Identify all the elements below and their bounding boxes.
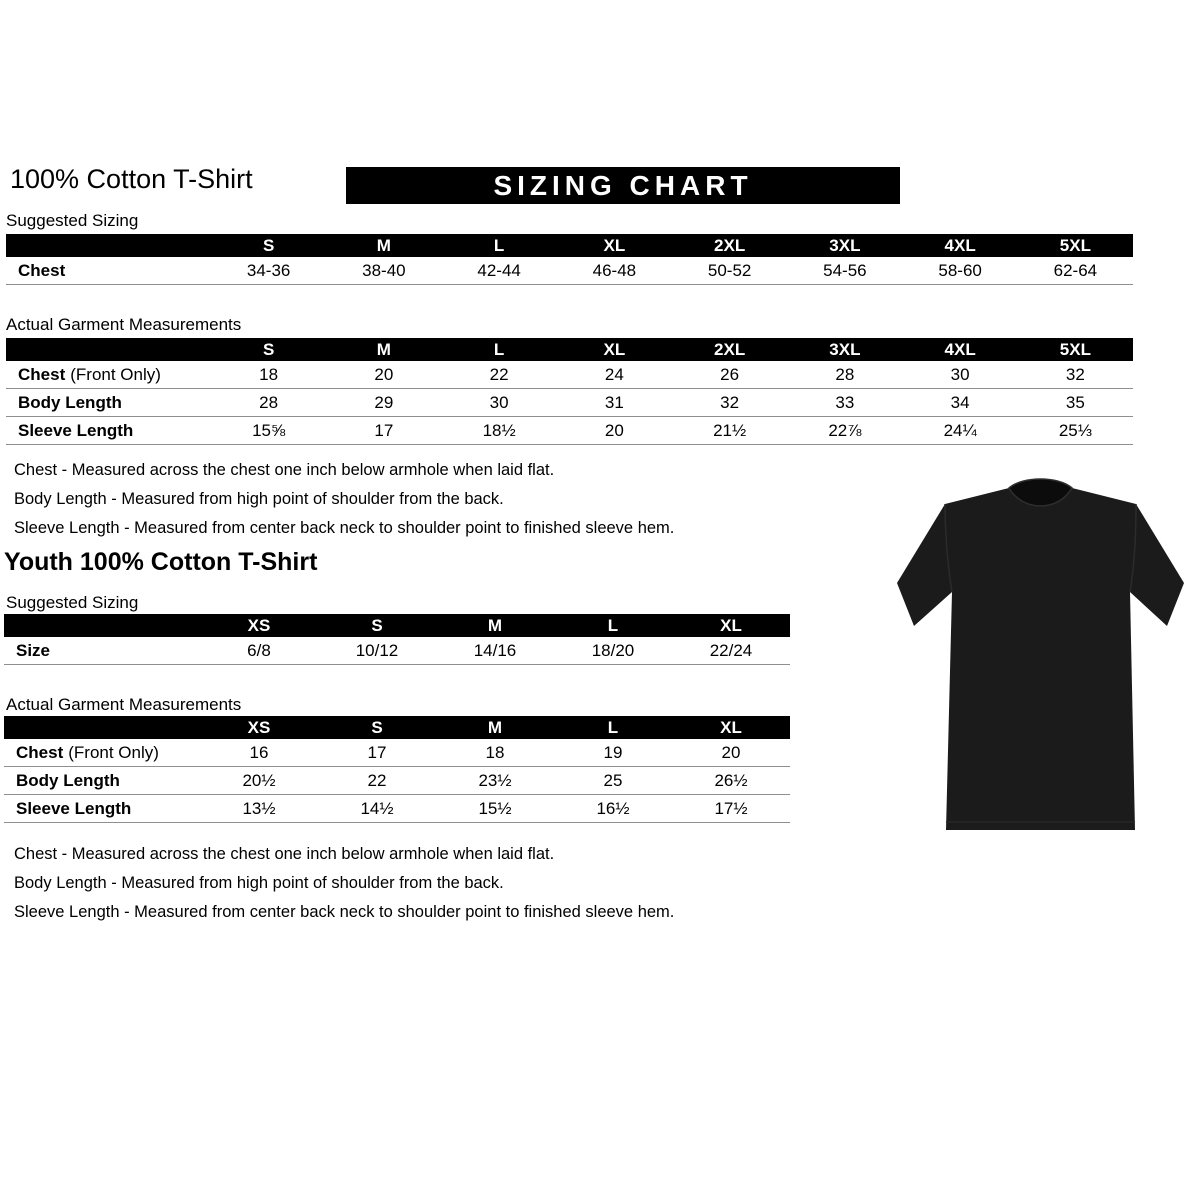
cell: 22 — [442, 361, 557, 389]
column-header: L — [442, 338, 557, 361]
column-header: XS — [200, 716, 318, 739]
youth-actual-measurements-table — [4, 716, 790, 823]
cell: 14/16 — [436, 637, 554, 665]
cell: 46-48 — [557, 257, 672, 285]
cell: 25⅓ — [1018, 417, 1133, 445]
cell: 20½ — [200, 767, 318, 795]
adult-actual-measurements-label: Actual Garment Measurements — [6, 315, 242, 334]
cell: 15⅝ — [211, 417, 326, 445]
tshirt-image — [893, 478, 1189, 838]
column-header: XL — [672, 716, 790, 739]
adult-actual-measurements-table — [6, 338, 1133, 445]
cell: 10/12 — [318, 637, 436, 665]
cell: 24¼ — [903, 417, 1018, 445]
row-label: Size — [4, 637, 200, 665]
cell: 42-44 — [442, 257, 557, 285]
column-header: S — [318, 716, 436, 739]
column-header: 2XL — [672, 234, 787, 257]
cell: 50-52 — [672, 257, 787, 285]
note-chest: Chest - Measured across the chest one inch below armhole when laid flat. — [14, 845, 555, 863]
cell: 18 — [211, 361, 326, 389]
cell: 33 — [787, 389, 902, 417]
table-header-row — [4, 716, 790, 739]
cell: 58-60 — [903, 257, 1018, 285]
table-row — [4, 795, 790, 823]
table-header-row — [6, 234, 1133, 257]
column-header: L — [554, 614, 672, 637]
row-label-suffix: (Front Only) — [68, 742, 159, 762]
cell: 21½ — [672, 417, 787, 445]
row-label-text: Chest — [16, 742, 64, 762]
row-label: Chest — [6, 257, 211, 285]
cell: 62-64 — [1018, 257, 1133, 285]
table-header-row — [4, 614, 790, 637]
cell: 19 — [554, 739, 672, 767]
cell: 16 — [200, 739, 318, 767]
row-label: Body Length — [4, 767, 200, 795]
cell: 54-56 — [787, 257, 902, 285]
cell: 18½ — [442, 417, 557, 445]
cell: 20 — [672, 739, 790, 767]
column-header: 3XL — [787, 338, 902, 361]
column-header: M — [436, 614, 554, 637]
cell: 20 — [326, 361, 441, 389]
table-row — [6, 417, 1133, 445]
cell: 22/24 — [672, 637, 790, 665]
table-row — [4, 767, 790, 795]
table-row — [4, 739, 790, 767]
cell: 38-40 — [326, 257, 441, 285]
row-label: Body Length — [6, 389, 211, 417]
column-header: XL — [557, 234, 672, 257]
table-row — [4, 637, 790, 665]
cell: 26½ — [672, 767, 790, 795]
adult-suggested-sizing-table — [6, 234, 1133, 285]
youth-suggested-sizing-table — [4, 614, 790, 665]
column-header: M — [326, 234, 441, 257]
cell: 34 — [903, 389, 1018, 417]
row-label-suffix: (Front Only) — [70, 364, 161, 384]
row-label-text: Chest — [18, 364, 66, 384]
column-header: 5XL — [1018, 338, 1133, 361]
cell: 32 — [672, 389, 787, 417]
note-body-length: Body Length - Measured from high point of shoulder from the back. — [14, 874, 504, 892]
row-label — [4, 739, 200, 767]
column-header: 5XL — [1018, 234, 1133, 257]
youth-suggested-sizing-label: Suggested Sizing — [6, 593, 139, 612]
cell: 20 — [557, 417, 672, 445]
table-row — [6, 389, 1133, 417]
note-chest: Chest - Measured across the chest one inch below armhole when laid flat. — [14, 461, 555, 479]
cell: 13½ — [200, 795, 318, 823]
column-header: S — [318, 614, 436, 637]
cell: 16½ — [554, 795, 672, 823]
column-header: 4XL — [903, 338, 1018, 361]
empty-corner-cell — [6, 338, 211, 361]
cell: 14½ — [318, 795, 436, 823]
note-sleeve-length: Sleeve Length - Measured from center back neck to shoulder point to finished sleeve hem. — [14, 903, 675, 921]
cell: 22 — [318, 767, 436, 795]
cell: 18 — [436, 739, 554, 767]
column-header: S — [211, 338, 326, 361]
table-row — [6, 361, 1133, 389]
cell: 22⅞ — [787, 417, 902, 445]
note-body-length: Body Length - Measured from high point of shoulder from the back. — [14, 490, 504, 508]
column-header: 4XL — [903, 234, 1018, 257]
row-label: Sleeve Length — [4, 795, 200, 823]
cell: 6/8 — [200, 637, 318, 665]
table-row — [6, 257, 1133, 285]
cell: 30 — [903, 361, 1018, 389]
cell: 28 — [211, 389, 326, 417]
cell: 29 — [326, 389, 441, 417]
row-label: Sleeve Length — [6, 417, 211, 445]
row-label — [6, 361, 211, 389]
cell: 17 — [318, 739, 436, 767]
cell: 23½ — [436, 767, 554, 795]
empty-corner-cell — [4, 716, 200, 739]
column-header: M — [436, 716, 554, 739]
cell: 31 — [557, 389, 672, 417]
cell: 35 — [1018, 389, 1133, 417]
page-title: 100% Cotton T-Shirt — [10, 164, 253, 194]
sizing-chart-banner: SIZING CHART — [346, 167, 900, 204]
cell: 25 — [554, 767, 672, 795]
cell: 26 — [672, 361, 787, 389]
column-header: 2XL — [672, 338, 787, 361]
column-header: L — [554, 716, 672, 739]
table-header-row — [6, 338, 1133, 361]
cell: 17½ — [672, 795, 790, 823]
cell: 30 — [442, 389, 557, 417]
youth-measurement-notes — [14, 840, 674, 927]
cell: 28 — [787, 361, 902, 389]
column-header: S — [211, 234, 326, 257]
cell: 17 — [326, 417, 441, 445]
column-header: XL — [557, 338, 672, 361]
column-header: 3XL — [787, 234, 902, 257]
youth-actual-measurements-label: Actual Garment Measurements — [6, 695, 242, 714]
cell: 32 — [1018, 361, 1133, 389]
empty-corner-cell — [4, 614, 200, 637]
cell: 18/20 — [554, 637, 672, 665]
cell: 24 — [557, 361, 672, 389]
cell: 15½ — [436, 795, 554, 823]
note-sleeve-length: Sleeve Length - Measured from center back neck to shoulder point to finished sleeve hem. — [14, 519, 675, 537]
empty-corner-cell — [6, 234, 211, 257]
adult-measurement-notes — [14, 456, 674, 543]
column-header: XS — [200, 614, 318, 637]
youth-section-title: Youth 100% Cotton T-Shirt — [4, 548, 318, 576]
column-header: L — [442, 234, 557, 257]
cell: 34-36 — [211, 257, 326, 285]
column-header: XL — [672, 614, 790, 637]
adult-suggested-sizing-label: Suggested Sizing — [6, 211, 139, 230]
column-header: M — [326, 338, 441, 361]
